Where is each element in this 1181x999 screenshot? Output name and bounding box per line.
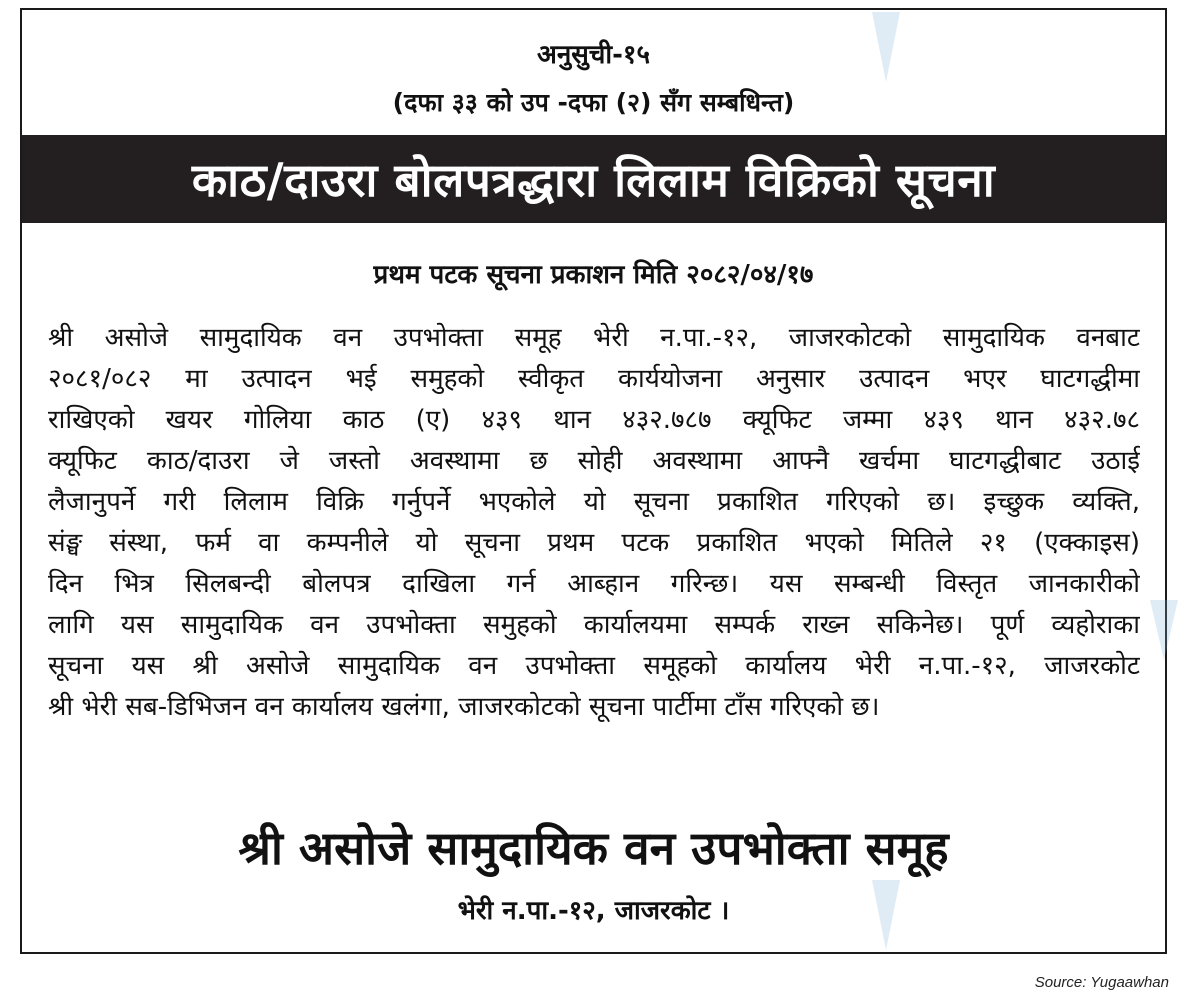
- body-line: क्यूफिट काठ/दाउरा जे जस्तो अवस्थामा छ सोही अवस्थामा आफ्नै खर्चमा घाटगद्धीबाट उठाई: [48, 446, 1140, 476]
- watermark-arrow-icon: [872, 880, 900, 950]
- notice-title: काठ/दाउरा बोलपत्रद्धारा लिलाम विक्रिको सूचना: [191, 153, 996, 207]
- publish-date: प्रथम पटक सूचना प्रकाशन मिति २०८२/०४/१७: [373, 260, 814, 290]
- notice-title-banner: [22, 135, 1165, 223]
- body-line: राखिएको खयर गोलिया काठ (ए) ४३९ थान ४३२.७८७ क्यूफिट जम्मा ४३९ थान ४३२.७८: [48, 405, 1140, 435]
- body-line: लागि यस सामुदायिक वन उपभोक्ता समुहको कार्यालयमा सम्पर्क राख्न सकिनेछ। पूर्ण व्यहोराका: [48, 610, 1140, 640]
- schedule-reference: (दफा ३३ को उप -दफा (२) सँग सम्बधिन्त): [392, 88, 795, 117]
- body-line: संङ्घ संस्था, फर्म वा कम्पनीले यो सूचना प्रथम पटक प्रकाशित भएको मितिले २१ (एक्काइस): [48, 528, 1140, 558]
- body-line: सूचना यस श्री असोजे सामुदायिक वन उपभोक्ता समूहको कार्यालय भेरी न.पा.-१२, जाजरकोट: [48, 651, 1140, 681]
- schedule-title: अनुसुची-१५: [537, 40, 650, 70]
- body-line: दिन भित्र सिलबन्दी बोलपत्र दाखिला गर्न आब्हान गरिन्छ। यस सम्बन्धी विस्तृत जानकारीको: [48, 569, 1140, 599]
- body-line: श्री असोजे सामुदायिक वन उपभोक्ता समूह भेरी न.पा.-१२, जाजरकोटको सामुदायिक वनबाट: [48, 323, 1140, 353]
- source-credit: Source: Yugaawhan: [1034, 974, 1169, 991]
- body-line: २०८१/०८२ मा उत्पादन भई समुहको स्वीकृत कार्ययोजना अनुसार उत्पादन भएर घाटगद्धीमा: [48, 364, 1140, 394]
- watermark-arrow-icon: [872, 12, 900, 82]
- notice-body: [48, 318, 1140, 728]
- watermark-arrow-icon: [1150, 600, 1178, 660]
- organization-name: श्री असोजे सामुदायिक वन उपभोक्ता समूह: [238, 821, 949, 875]
- body-line: श्री भेरी सब-डिभिजन वन कार्यालय खलंगा, जाजरकोटको सूचना पार्टीमा टाँस गरिएको छ।: [48, 692, 880, 722]
- body-line: लैजानुपर्ने गरी लिलाम विक्रि गर्नुपर्ने भएकोले यो सूचना प्रकाशित गरिएको छ। इच्छुक व्यक्ति,: [48, 487, 1140, 517]
- notice-box: [20, 8, 1167, 954]
- organization-address: भेरी न.पा.-१२, जाजरकोट ।: [457, 896, 730, 926]
